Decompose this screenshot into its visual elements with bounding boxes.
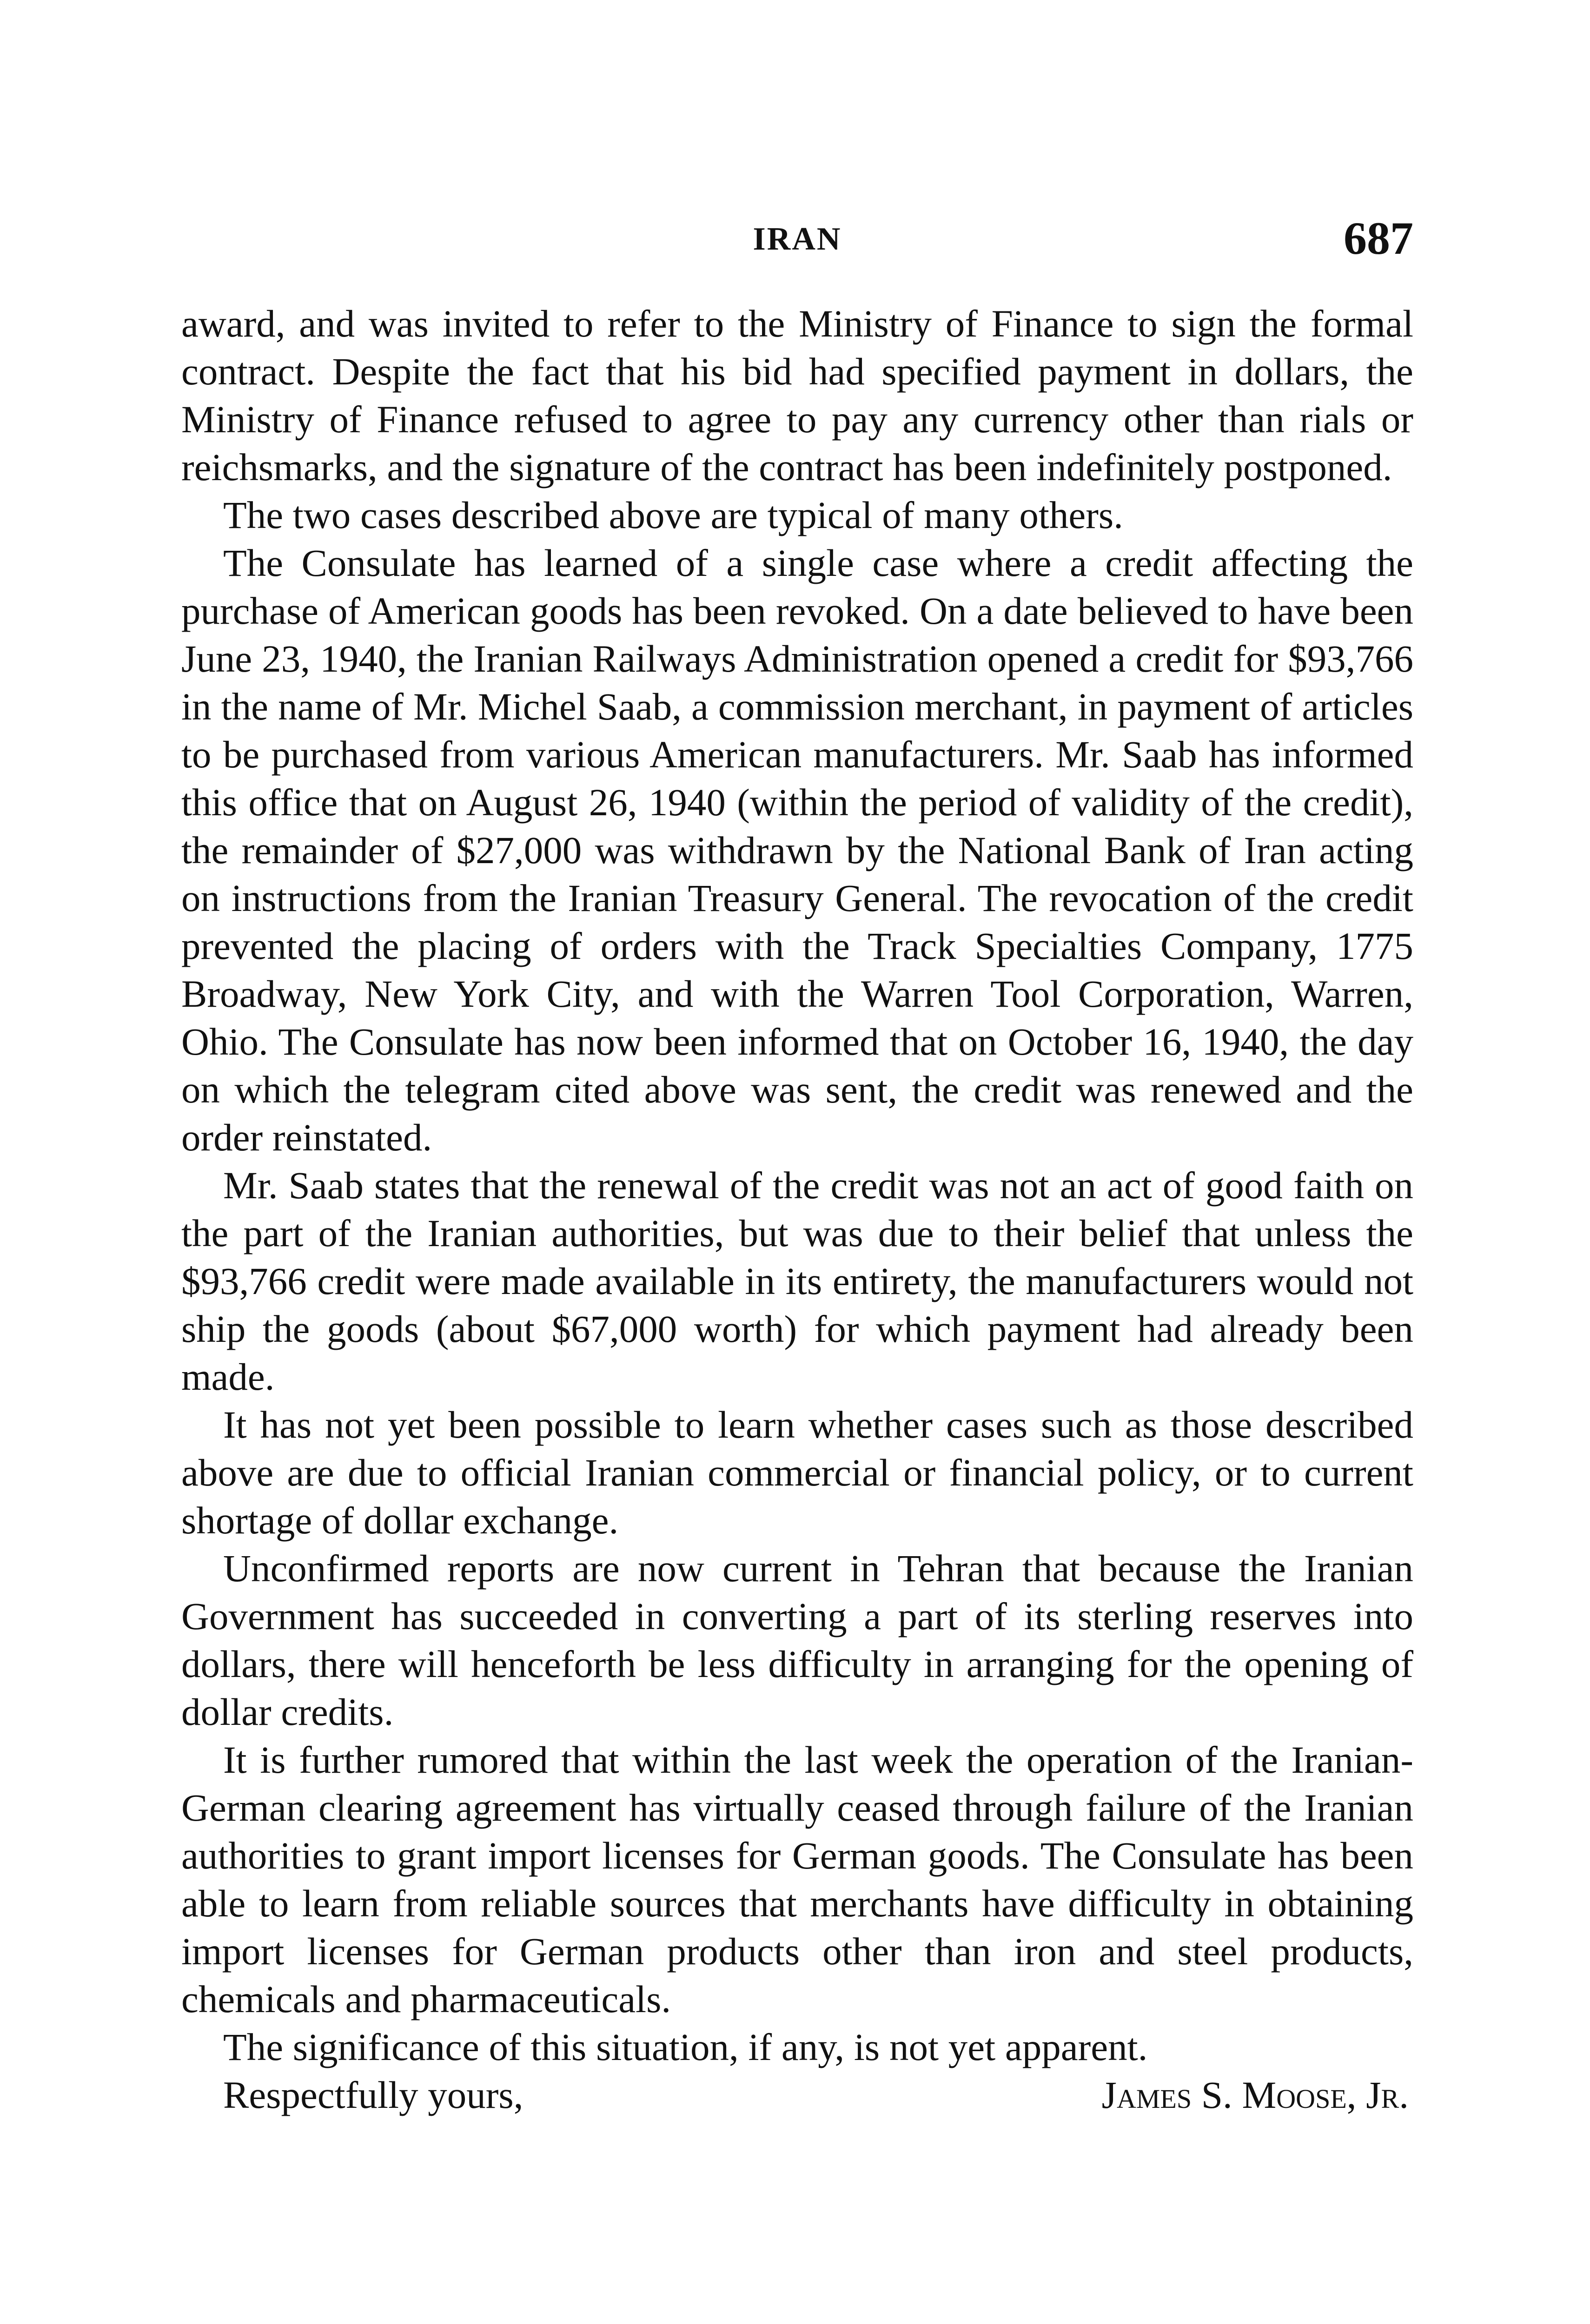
running-head: IRAN	[753, 221, 842, 257]
paragraph: Mr. Saab states that the renewal of the credit was not an act of good faith on the part of the Iranian authorities, but was due to their belief that unless the $93,766 credit were made available in its entirety, the manufacturers would not ship the goods (about $67,000 worth) for which payment had already been made.	[181, 1164, 1413, 1398]
paragraph: It is further rumored that within the last week the operation of the Iranian-German clearing agreement has virtually ceased through failure of the Iranian authorities to grant import licenses for German goods. The Consulate has been able to learn from reliable sources that merchants have difficulty in obtaining import licenses for German products other than iron and steel products, chemicals and pharmaceuticals.	[181, 1738, 1413, 2020]
paragraph: The significance of this situation, if any, is not yet apparent.	[223, 2026, 1148, 2068]
paragraph: The Consulate has learned of a single case where a credit affecting the purchase of American goods has been revoked. On a date believed to have been June 23, 1940, the Iranian Railways Administration opened a credit for $93,766 in the name of Mr. Michel Saab, a commission merchant, in payment of articles to be purchased from various American manufacturers. Mr. Saab has informed this office that on August 26, 1940 (within the period of validity of the credit), the remainder of $27,000 was withdrawn by the National Bank of Iran acting on instructions from the Iranian Treasury General. The revocation of the credit prevented the placing of orders with the Track Specialties Company, 1775 Broadway, New York City, and with the Warren Tool Corporation, Warren, Ohio. The Consulate has now been informed that on October 16, 1940, the day on which the telegram cited above was sent, the credit was renewed and the order reinstated.	[181, 541, 1413, 1159]
page-number: 687	[1344, 212, 1413, 264]
paragraph: The two cases described above are typical of many others.	[223, 494, 1123, 536]
paragraph: It has not yet been possible to learn whether cases such as those described above are due to official Iranian commercial or financial policy, or to current shortage of dollar exchange.	[181, 1403, 1413, 1542]
page-header	[181, 211, 1413, 281]
closing-line	[181, 2071, 1413, 2119]
complimentary-close: Respectfully yours,	[223, 2073, 523, 2116]
paragraph-continuation: award, and was invited to refer to the Ministry of Finance to sign the formal contract. Despite the fact that his bid had specified payment in dollars, the Ministry of Finance refused to agree to pay any currency other than rials or reichsmarks, and the signature of the contract has been indefinitely postponed.	[181, 302, 1413, 489]
letter-body	[181, 300, 1413, 2119]
signature-name: James S. Moose, Jr.	[1101, 2073, 1409, 2116]
paragraph: Unconfirmed reports are now current in Tehran that because the Iranian Government has succeeded in converting a part of its sterling reserves into dollars, there will henceforth be less difficulty in arranging for the opening of dollar credits.	[181, 1547, 1413, 1733]
